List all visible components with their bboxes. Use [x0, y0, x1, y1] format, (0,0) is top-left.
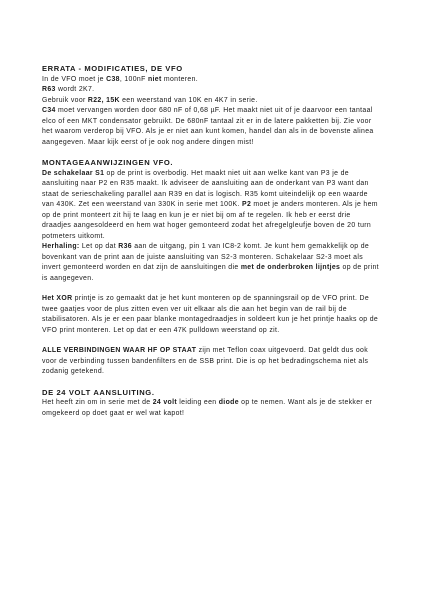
bold-text: Het XOR [42, 295, 73, 302]
text-run: Let op dat [79, 243, 119, 250]
paragraph [42, 294, 382, 336]
text-run: zijn met Teflon coax uitgevoerd. Dat geldt dus ook voor de verbinding tussen bandenfilters en de SSB print. Die is op het bedradingschema niet als zodanig getekend. [42, 347, 369, 375]
paragraph [42, 106, 382, 148]
text-run: wordt 2K7. [55, 86, 95, 93]
paragraph [42, 85, 382, 96]
text-run: Gebruik voor [42, 96, 88, 104]
text-run: een weerstand van 10K en 4K7 in serie. [119, 96, 258, 104]
bold-text: C34 [42, 107, 56, 114]
paragraph [42, 242, 382, 284]
bold-text: P2 [242, 201, 252, 208]
bold-text: R63 [42, 86, 56, 93]
bold-text: 24 volt [152, 399, 178, 406]
bold-text: R36 [118, 243, 132, 250]
document-section [42, 64, 382, 148]
paragraph [42, 346, 382, 378]
text-run: moet je anders monteren. Als je hem op de print monteert zit hij te laag en kun je er niet bij om af te regelen. Ik heb er eerst drie draadjes aangesoldeerd en hem wat hoger gemonteerd zodat het afregelgleufje boven de 20 turn potmeters uitkomt. [42, 201, 378, 240]
document-section [42, 158, 382, 284]
section-heading: MONTAGEAANWIJZINGEN VFO. [42, 158, 174, 167]
text-run: op de print is overbodig. Het maakt niet uit aan welke kant van P3 je de aansluiting naar P2 en R35 maakt. Ik adviseer de aansluiting aan de onderkant van P3 want dan staat de serieschakeling parallel aan R39 en dat is logisch. R35 komt uiteindelijk op een waarde van 430K. Zet een weerstand van 330K in serie met 100K. [42, 169, 369, 208]
document-content [42, 64, 382, 419]
bold-text: De schakelaar S1 [42, 169, 105, 177]
text-run: op te nemen. Want als je de stekker er omgekeerd op doet gaat er wel wat kapot! [42, 399, 373, 417]
section-spacer [42, 284, 382, 294]
paragraph [42, 169, 382, 243]
bold-text: met de onderbroken lijntjes [240, 264, 341, 271]
paragraph [42, 96, 382, 107]
section-heading: ERRATA - MODIFICATIES, DE VFO [42, 64, 183, 73]
bold-text: R22, 15K [87, 96, 120, 104]
document-section [42, 388, 382, 420]
bold-text: ALLE VERBINDINGEN WAAR HF OP STAAT [42, 347, 197, 354]
text-run: printje is zo gemaakt dat je het kunt monteren op de spanningsrail op de VFO print. De twee gaatjes voor de plus zitten even ver uit elkaar als die aan het begin van de rail bij de stabilisatoren. Als je er een paar blanke montagedraadjes in soldeert kun je het printje haaks op de VFO print monteren. Let op dat er een 47K pulldown weerstand op zit. [42, 295, 379, 334]
text-run: , 100nF [119, 75, 148, 83]
text-run: aan de uitgang, pin 1 van IC8-2 komt. Je kunt hem gemakkelijk op de bovenkant van de print aan de juiste aansluiting van S2-3 monteren. Schakelaar S2-3 moet als invert gemonteerd worden en dat zijn de aansluitingen die [42, 243, 370, 271]
text-run: leiding een [177, 399, 219, 406]
text-run: Het heeft zin om in serie met de [42, 399, 153, 406]
section-heading: DE 24 VOLT AANSLUITING. [42, 387, 155, 397]
text-run: In de VFO moet je [42, 75, 107, 83]
text-run: moet vervangen worden door 680 nF of 0,68 µF. Het maakt niet uit of je daarvoor een tantaal elco of een MKT condensator gebruikt. De 680nF tantaal zit er in de latere pakketten bij. Zie voor het waarom verderop bij VFO. Als je er niet aan kunt komen, handel dan als in de bovenste alinea aangegeven. Maar kijk eerst of je ook nog andere dingen mist! [42, 107, 374, 146]
section-spacer [42, 378, 382, 388]
document-section [42, 294, 382, 336]
paragraph [42, 75, 382, 86]
bold-text: Herhaling: [42, 243, 80, 250]
bold-text: C38 [106, 75, 120, 83]
text-run: op de print is aangegeven. [42, 264, 379, 282]
section-spacer [42, 148, 382, 158]
paragraph [42, 398, 382, 419]
bold-text: niet [147, 75, 162, 83]
bold-text: diode [218, 399, 239, 406]
section-spacer [42, 336, 382, 346]
document-section [42, 346, 382, 378]
text-run: monteren. [161, 75, 199, 83]
